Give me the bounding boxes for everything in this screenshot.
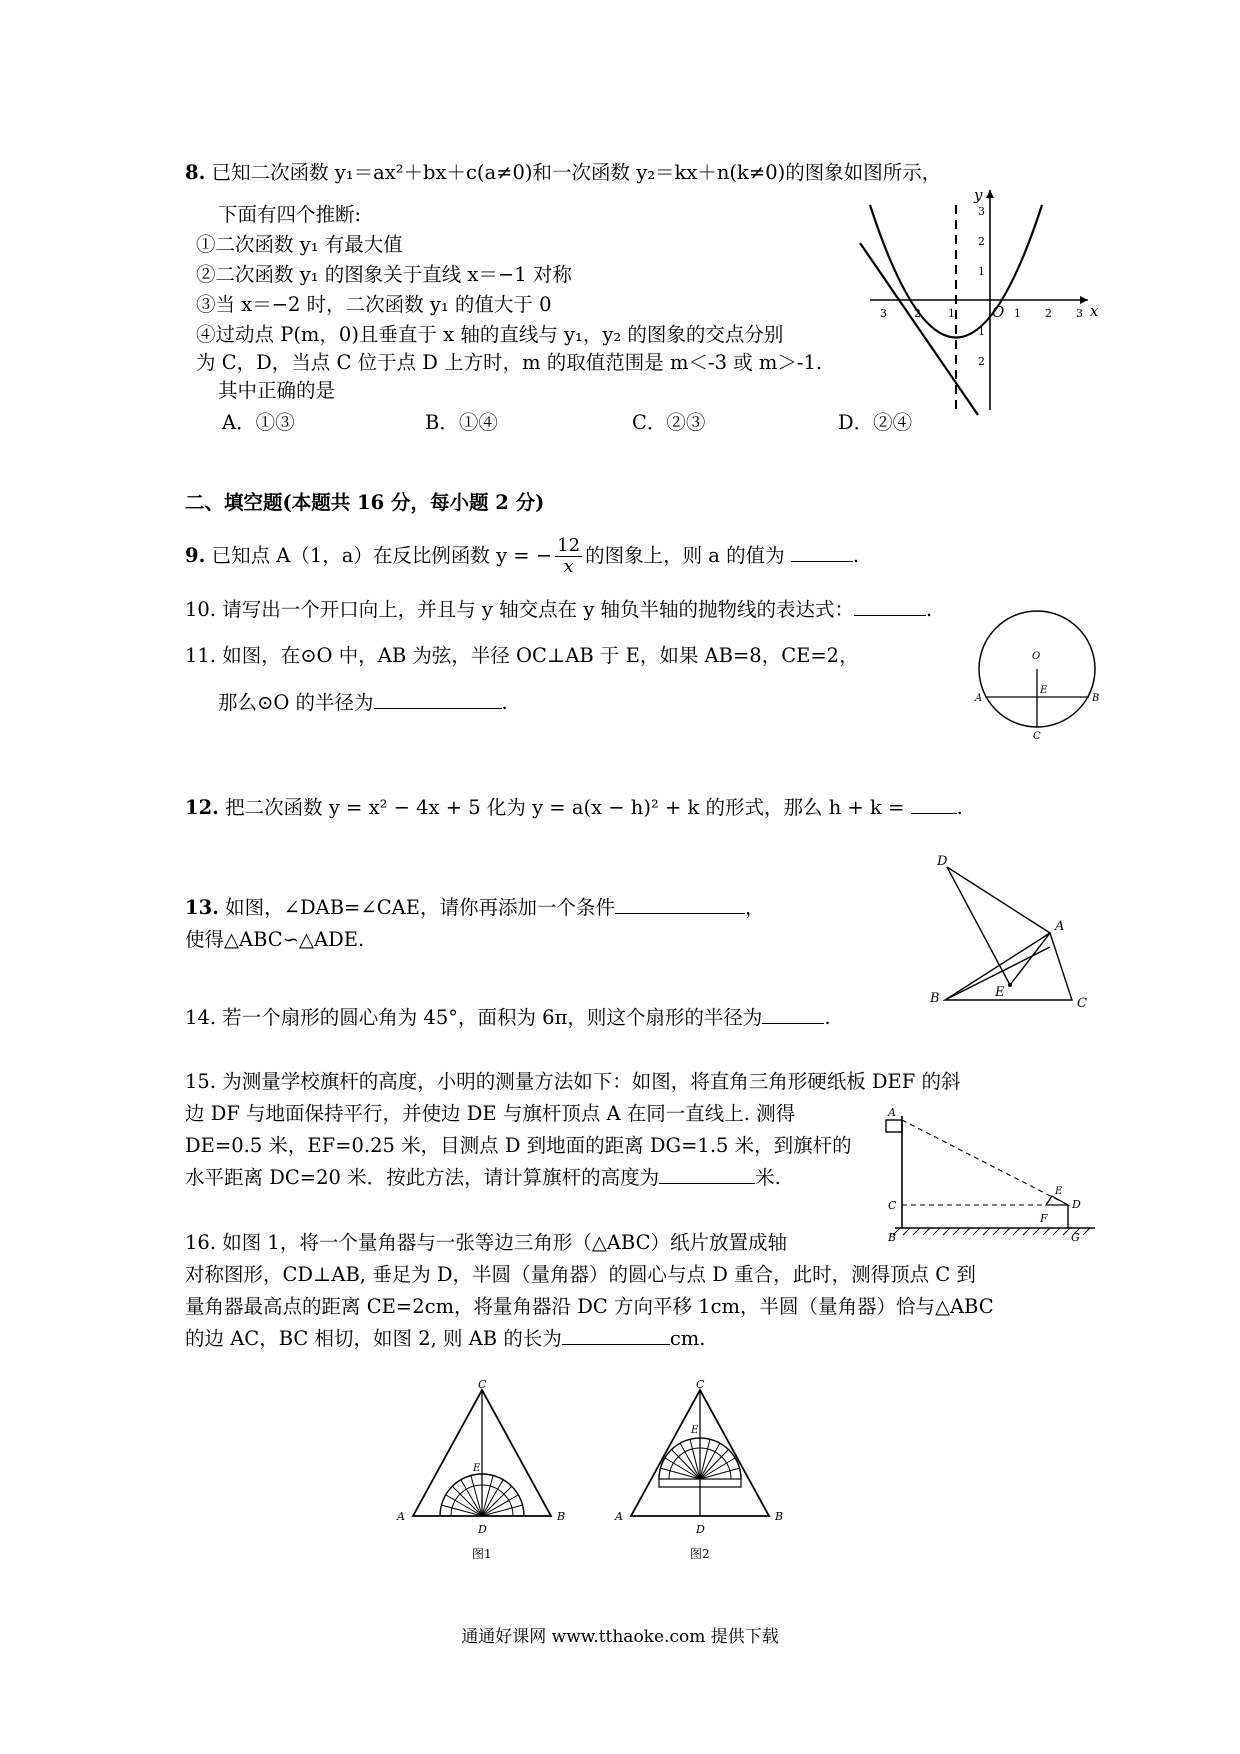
q11-label-c: C [1033, 731, 1041, 742]
q16-fig2-caption: 图2 [690, 1547, 710, 1561]
q15-answer-blank[interactable] [659, 1165, 755, 1184]
q8-option-a: A．①③ [222, 411, 295, 434]
q8-origin-label: O [992, 303, 1005, 321]
q15-label-b: B [888, 1231, 897, 1244]
section-heading: 二、填空题(本题共 16 分，每小题 2 分) [185, 491, 545, 514]
q16-fig1-caption: 图1 [472, 1547, 492, 1561]
q8-y-tick: 1 [978, 265, 985, 278]
q16-text: 的边 AC，BC 相切，如图 2, 则 AB 的长为 [185, 1327, 562, 1350]
q11-label-e: E [1040, 685, 1048, 696]
q8-y-tick: 1 [978, 325, 985, 338]
q11-line-1: 11. 如图，在⊙O 中，AB 为弦，半径 OC⊥AB 于 E，如果 AB=8，CE=2， [185, 644, 859, 667]
q8-item-4: ④过动点 P(m，0)且垂直于 x 轴的直线与 y₁，y₂ 的图象的交点分别 [196, 323, 784, 346]
q12-end: . [956, 796, 963, 819]
q8-y-axis-label: y [974, 186, 983, 204]
q11-text: 那么⊙O 的半径为 [218, 691, 374, 714]
q11-answer-blank[interactable] [374, 690, 502, 709]
q13-label-e: E [995, 985, 1005, 1000]
q16-fig1-label-c: C [478, 1378, 487, 1391]
q9-line [185, 532, 859, 580]
q15-line-3: DE=0.5 米，EF=0.25 米，目测点 D 到地面的距离 DG=1.5 米，到旗杆的 [185, 1134, 852, 1157]
q16-line-2: 对称图形，CD⊥AB, 垂足为 D，半圆（量角器）的圆心与点 D 重合，此时，测得顶点 C 到 [185, 1263, 976, 1286]
q16-fig1-label-d: D [478, 1523, 487, 1536]
q12-number: 12. [185, 796, 219, 819]
q16-figure-2 [610, 1380, 795, 1565]
q9-number: 9. [185, 544, 206, 567]
q13-answer-blank[interactable] [615, 895, 745, 914]
q14-line [185, 1005, 831, 1031]
q12-text: 把二次函数 y = x² − 4x + 5 化为 y = a(x − h)² + k 的形式，那么 h + k = [225, 796, 905, 819]
q14-answer-blank[interactable] [762, 1005, 824, 1024]
q13-text: 如图，∠DAB=∠CAE，请你再添加一个条件 [225, 896, 615, 919]
q10-line [185, 597, 932, 623]
q8-x-tick: 1 [948, 307, 955, 320]
q16-figure-1 [395, 1380, 580, 1565]
q10-end: . [926, 598, 933, 621]
q13-line-2: 使得△ABC∽△ADE. [185, 928, 365, 951]
q15-label-g: G [1071, 1231, 1080, 1244]
q9-text-after: 的图象上，则 a 的值为 [585, 544, 785, 567]
q16-fig2-label-a: A [615, 1510, 623, 1523]
q13-comma: ， [744, 896, 765, 919]
q15-label-e: E [1055, 1186, 1063, 1197]
q9-text-before: 已知点 A（1，a）在反比例函数 y = − [211, 544, 553, 567]
q15-line-4 [185, 1165, 781, 1191]
q14-text: 14. 若一个扇形的圆心角为 45°，面积为 6π，则这个扇形的半径为 [185, 1006, 763, 1029]
q8-x-tick: 3 [880, 307, 887, 320]
q8-item-1: ①二次函数 y₁ 有最大值 [196, 233, 403, 256]
q8-x-axis-label: x [1090, 302, 1099, 320]
q16-answer-blank[interactable] [562, 1326, 670, 1345]
q9-fraction [555, 536, 582, 577]
q8-x-tick: 3 [1076, 307, 1083, 320]
q8-option-c: C．②③ [632, 411, 706, 434]
q11-label-a: A [975, 693, 983, 704]
q8-stem: 已知二次函数 y₁＝ax²＋bx＋c(a≠0)和一次函数 y₂＝kx＋n(k≠0)的图象如图所示， [211, 161, 942, 184]
q16-fig2-label-c: C [696, 1378, 705, 1391]
q9-frac-den: x [563, 556, 574, 577]
q10-text: 10. 请写出一个开口向上，并且与 y 轴交点在 y 轴负半轴的抛物线的表达式： [185, 598, 855, 621]
q9-end: . [852, 544, 860, 567]
q13-label-c: C [1077, 996, 1087, 1011]
q8-item-2: ②二次函数 y₁ 的图象关于直线 x＝−1 对称 [196, 263, 572, 286]
q16-line-3: 量角器最高点的距离 CE=2cm，将量角器沿 DC 方向平移 1cm，半圆（量角器）恰与△ABC [185, 1295, 994, 1318]
q9-frac-num: 12 [557, 535, 581, 556]
q13-label-b: B [930, 991, 940, 1006]
q8-number: 8. [185, 161, 206, 184]
q11-label-b: B [1092, 693, 1100, 704]
q8-prompt: 其中正确的是 [218, 379, 336, 402]
q8-y-tick: 2 [978, 355, 985, 368]
q13-line-1 [185, 895, 764, 921]
q16-fig1-label-a: A [397, 1510, 405, 1523]
q15-line-1: 15. 为测量学校旗杆的高度，小明的测量方法如下：如图，将直角三角形硬纸板 DEF 的斜 [185, 1070, 961, 1093]
q8-item-4-cont: 为 C，D，当点 C 位于点 D 上方时，m 的取值范围是 m＜-3 或 m＞-1. [196, 351, 823, 374]
q11-circle-figure [975, 605, 1105, 745]
q8-x-tick: 2 [1045, 307, 1052, 320]
q8-function-graph [850, 185, 1100, 415]
q12-line [185, 795, 963, 821]
q11-line-2 [218, 690, 508, 716]
q12-answer-blank[interactable] [911, 795, 957, 814]
q15-unit: 米. [755, 1166, 781, 1189]
q13-number: 13. [185, 896, 219, 919]
q8-item-3: ③当 x＝−2 时，二次函数 y₁ 的值大于 0 [196, 293, 552, 316]
q16-unit: cm. [669, 1327, 706, 1350]
q15-label-a: A [888, 1106, 896, 1119]
q16-fig2-label-d: D [696, 1523, 705, 1536]
q15-label-d: D [1072, 1198, 1081, 1211]
q15-line-2: 边 DF 与地面保持平行，并使边 DE 与旗杆顶点 A 在同一直线上. 测得 [185, 1102, 796, 1125]
q16-fig1-label-e: E [473, 1463, 481, 1474]
q15-label-c: C [888, 1199, 897, 1212]
q13-label-d: D [937, 854, 948, 869]
q16-line-1: 16. 如图 1，将一个量角器与一张等边三角形（△ABC）纸片放置成轴 [185, 1231, 788, 1254]
q8-y-tick: 2 [978, 235, 985, 248]
q8-intro: 下面有四个推断: [218, 203, 362, 226]
q15-text: 水平距离 DC=20 米．按此方法，请计算旗杆的高度为 [185, 1166, 660, 1189]
q16-line-4 [185, 1326, 705, 1352]
q13-triangle-figure [925, 855, 1110, 1015]
q16-fig2-label-e: E [691, 1425, 699, 1436]
q16-fig2-label-b: B [775, 1510, 784, 1523]
q15-flagpole-figure [880, 1108, 1105, 1248]
q14-end: . [824, 1006, 831, 1029]
q8-option-d: D．②④ [838, 411, 913, 434]
q11-end: . [501, 691, 508, 714]
q16-fig1-label-b: B [557, 1510, 566, 1523]
q10-answer-blank[interactable] [854, 597, 926, 616]
q8-stem-line [185, 160, 941, 186]
page-footer: 通通好课网 www.tthaoke.com 提供下载 [461, 1627, 779, 1647]
q9-answer-blank[interactable] [791, 543, 853, 562]
q8-x-tick: 1 [1014, 307, 1021, 320]
q11-label-o: O [1032, 651, 1041, 662]
q8-option-b: B．①④ [425, 411, 498, 434]
q8-y-tick: 3 [978, 205, 985, 218]
q8-x-tick: 2 [914, 307, 921, 320]
q13-label-a: A [1055, 919, 1065, 934]
q15-label-f: F [1040, 1212, 1048, 1225]
